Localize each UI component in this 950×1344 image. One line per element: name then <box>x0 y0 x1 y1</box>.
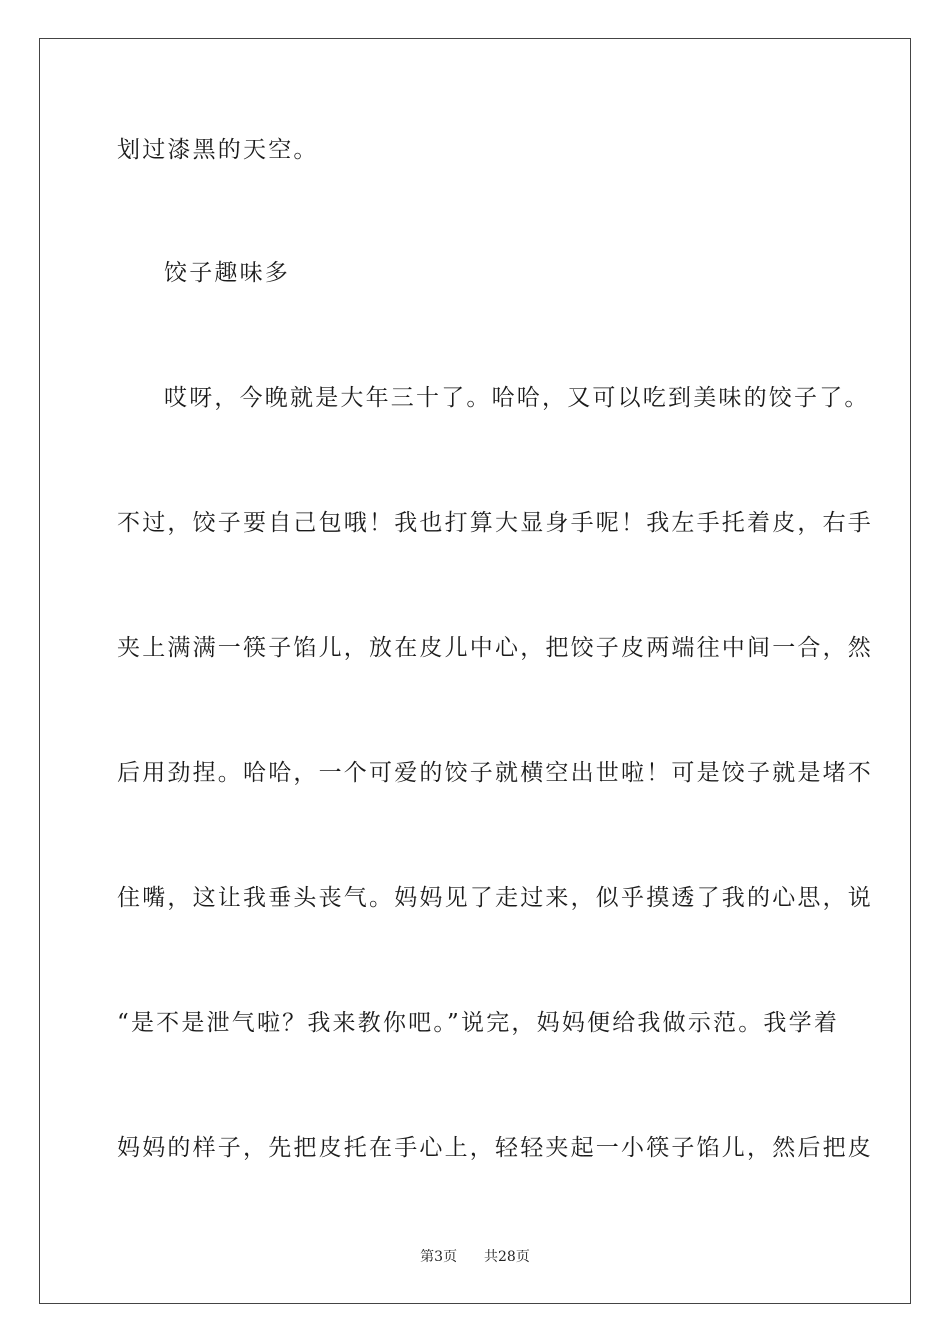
text-line: 住嘴，这让我垂头丧气。妈妈见了走过来，似乎摸透了我的心思，说 <box>117 885 873 911</box>
text-line: 后用劲捏。哈哈，一个可爱的饺子就横空出世啦！可是饺子就是堵不 <box>117 760 873 786</box>
page-footer <box>0 1247 950 1267</box>
text-line: 不过，饺子要自己包哦！我也打算大显身手呢！我左手托着皮，右手 <box>117 510 873 536</box>
text-line: “是不是泄气啦？我来教你吧。”说完，妈妈便给我做示范。我学着 <box>117 1010 840 1036</box>
text-line: 妈妈的样子，先把皮托在手心上，轻轻夹起一小筷子馅儿，然后把皮 <box>117 1135 873 1161</box>
text-line: 哎呀，今晚就是大年三十了。哈哈，又可以吃到美味的饺子了。 <box>164 385 870 411</box>
text-line: 划过漆黑的天空。 <box>117 137 319 163</box>
section-heading: 饺子趣味多 <box>164 260 290 286</box>
page-total: 共28页 <box>484 1249 530 1265</box>
page-number: 第3页 <box>420 1249 458 1265</box>
page-border <box>39 38 911 1304</box>
text-line: 夹上满满一筷子馅儿，放在皮儿中心，把饺子皮两端往中间一合，然 <box>117 635 873 661</box>
